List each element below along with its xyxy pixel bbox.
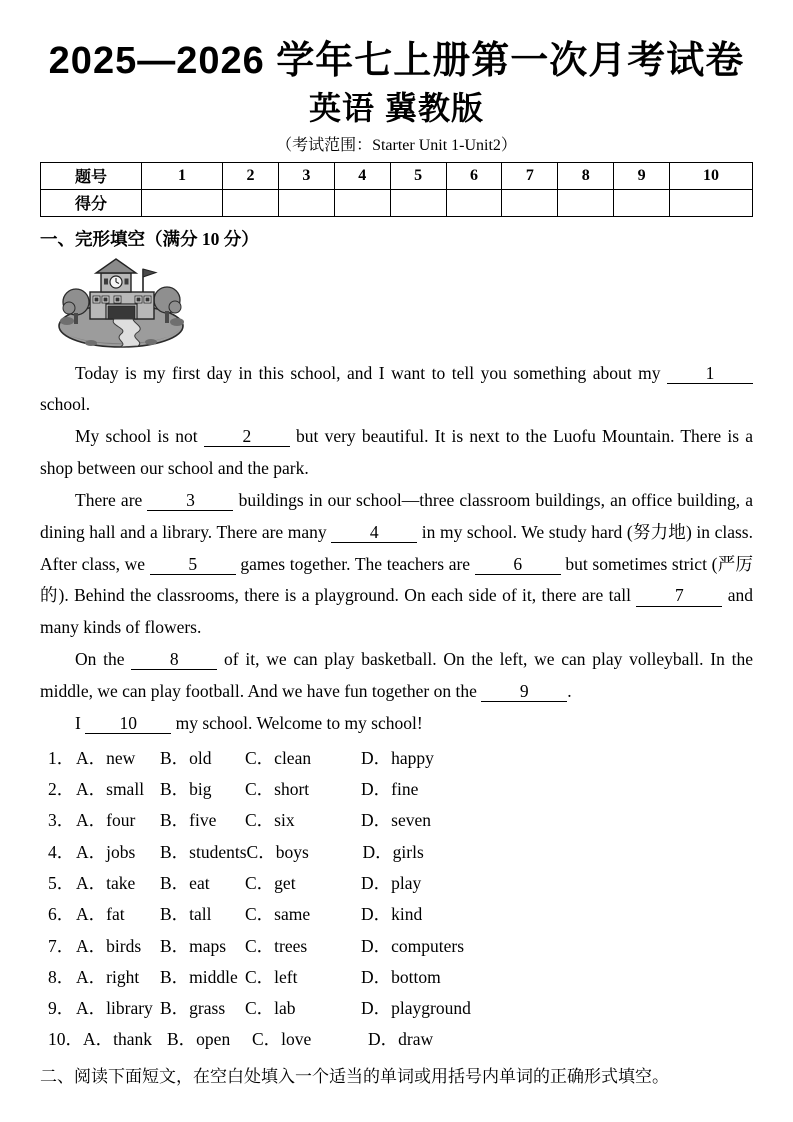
option-a: A．library — [76, 998, 153, 1019]
option-d: D．playground — [361, 998, 471, 1019]
option-a: A．thank — [83, 1029, 153, 1050]
option-b: B．old — [160, 747, 212, 768]
option-c: C．trees — [245, 935, 308, 956]
option-d: D．girls — [362, 841, 424, 862]
passage-paragraph — [40, 708, 753, 740]
score-table-question-number: 7 — [502, 162, 558, 189]
passage-text: my school. Welcome to my school! — [171, 712, 423, 733]
option-a: A．right — [76, 966, 140, 987]
option-b: B．maps — [160, 935, 227, 956]
question-row — [48, 774, 753, 805]
option-b: B．eat — [160, 872, 210, 893]
score-table-score-label: 得分 — [41, 189, 142, 216]
score-table-question-number: 1 — [142, 162, 223, 189]
school-building-clipart-icon — [54, 256, 190, 350]
question-number: 6． — [48, 904, 75, 925]
option-d: D．computers — [361, 935, 465, 956]
passage-paragraph — [40, 421, 753, 485]
option-b: B．big — [160, 778, 212, 799]
cloze-blank-10: 10 — [85, 713, 171, 734]
passage-text: of it, we can play basketball. On the left, we can play volleyball. In the middle, we can play football. And we have fun together on the — [40, 649, 753, 701]
score-table-score-cell — [142, 189, 223, 216]
cloze-options-list — [40, 743, 753, 1056]
option-c: C．lab — [245, 998, 296, 1019]
score-table-question-number: 8 — [558, 162, 614, 189]
passage-text: games together. The teachers are — [235, 553, 475, 574]
question-row — [48, 743, 753, 774]
score-table-score-cell — [558, 189, 614, 216]
cloze-blank-8: 8 — [131, 649, 217, 670]
option-c: C．same — [245, 904, 311, 925]
score-table-question-number: 4 — [334, 162, 390, 189]
option-d: D．kind — [361, 904, 423, 925]
option-d: D．fine — [361, 778, 419, 799]
paper-subtitle: 英语 冀教版 — [309, 89, 484, 126]
question-row — [48, 868, 753, 899]
cloze-passage — [40, 358, 753, 740]
question-number: 1． — [48, 747, 75, 768]
score-table-score-cell — [446, 189, 502, 216]
option-c: C．love — [252, 1029, 312, 1050]
score-table-score-cell — [670, 189, 753, 216]
score-table-question-number: 9 — [614, 162, 670, 189]
score-table-question-number: 10 — [670, 162, 753, 189]
option-c: C．six — [245, 810, 295, 831]
question-row — [48, 962, 753, 993]
score-table-question-row — [41, 162, 753, 189]
option-d: D．seven — [361, 810, 431, 831]
score-table-score-cell — [223, 189, 279, 216]
cloze-blank-1: 1 — [667, 363, 753, 384]
passage-text: Today is my first day in this school, and I want to tell you something about my — [75, 362, 667, 383]
passage-text: and many kinds of flowers. — [40, 585, 753, 638]
question-number: 10． — [48, 1029, 83, 1050]
option-d: D．bottom — [361, 966, 441, 987]
option-c: C．get — [245, 872, 296, 893]
option-a: A．birds — [76, 935, 142, 956]
passage-text: On the — [75, 649, 132, 670]
score-table-score-cell — [278, 189, 334, 216]
passage-text: in my school. We study hard (努力地) in class. After class, we — [40, 521, 753, 574]
passage-text: My school is not — [75, 426, 204, 447]
option-c: C．boys — [246, 841, 309, 862]
passage-paragraph — [40, 485, 753, 644]
option-a: A．fat — [76, 904, 125, 925]
option-b: B．students — [160, 841, 247, 862]
question-number: 5． — [48, 872, 75, 893]
option-a: A．small — [76, 778, 145, 799]
option-b: B．open — [167, 1029, 231, 1050]
option-a: A．jobs — [76, 841, 136, 862]
question-row — [48, 899, 753, 930]
question-row — [48, 837, 753, 868]
passage-text: . — [567, 680, 572, 701]
option-b: B．tall — [160, 904, 212, 925]
score-table-score-cell — [614, 189, 670, 216]
exam-scope: （考试范围：Starter Unit 1-Unit2） — [276, 136, 517, 154]
question-row — [48, 1024, 753, 1055]
option-a: A．new — [76, 747, 136, 768]
paper-title: 2025—2026 学年七上册第一次月考试卷 — [48, 40, 745, 82]
question-number: 9． — [48, 998, 75, 1019]
question-number: 2． — [48, 778, 75, 799]
cloze-blank-9: 9 — [481, 681, 567, 702]
section2-heading: 二、阅读下面短文，在空白处填入一个适当的单词或用括号内单词的正确形式填空。 — [40, 1066, 669, 1086]
option-b: B．five — [160, 810, 217, 831]
score-table-score-cell — [334, 189, 390, 216]
passage-text: but very beautiful. It is next to the Luofu Mountain. There is a shop between our school and the park. — [40, 426, 753, 479]
cloze-blank-2: 2 — [204, 426, 290, 447]
option-c: C．short — [245, 778, 310, 799]
question-number: 7． — [48, 935, 75, 956]
cloze-blank-7: 7 — [636, 585, 722, 606]
option-d: D．happy — [361, 747, 434, 768]
option-c: C．left — [245, 966, 298, 987]
option-c: C．clean — [245, 747, 312, 768]
question-row — [48, 993, 753, 1024]
score-table-question-number: 2 — [223, 162, 279, 189]
option-b: B．grass — [160, 998, 226, 1019]
question-number: 3． — [48, 810, 75, 831]
score-table-question-number: 3 — [278, 162, 334, 189]
question-number: 8． — [48, 966, 75, 987]
section1-heading: 一、完形填空（满分 10 分） — [40, 228, 259, 249]
score-table — [40, 162, 753, 217]
option-a: A．four — [76, 810, 136, 831]
score-table-score-row — [41, 189, 753, 216]
cloze-blank-6: 6 — [475, 554, 561, 575]
passage-text: school. — [40, 394, 91, 415]
cloze-blank-5: 5 — [150, 554, 236, 575]
option-d: D．play — [361, 872, 422, 893]
score-table-score-cell — [502, 189, 558, 216]
cloze-blank-3: 3 — [147, 490, 233, 511]
question-row — [48, 805, 753, 836]
score-table-question-label: 题号 — [41, 162, 142, 189]
passage-text: buildings in our school—three classroom buildings, an office building, a dining hall and a library. There are many — [40, 489, 753, 542]
option-d: D．draw — [368, 1029, 434, 1050]
score-table-question-number: 6 — [446, 162, 502, 189]
score-table-question-number: 5 — [390, 162, 446, 189]
school-illustration — [54, 256, 190, 350]
passage-text: There are — [75, 489, 148, 510]
question-number: 4． — [48, 841, 75, 862]
question-row — [48, 931, 753, 962]
passage-text: I — [75, 712, 86, 733]
option-a: A．take — [76, 872, 136, 893]
passage-paragraph — [40, 358, 753, 422]
passage-paragraph — [40, 644, 753, 708]
option-b: B．middle — [160, 966, 238, 987]
cloze-blank-4: 4 — [331, 522, 417, 543]
passage-text: but sometimes strict (严厉的). Behind the classrooms, there is a playground. On each side of it, there are tall — [40, 553, 753, 606]
score-table-score-cell — [390, 189, 446, 216]
